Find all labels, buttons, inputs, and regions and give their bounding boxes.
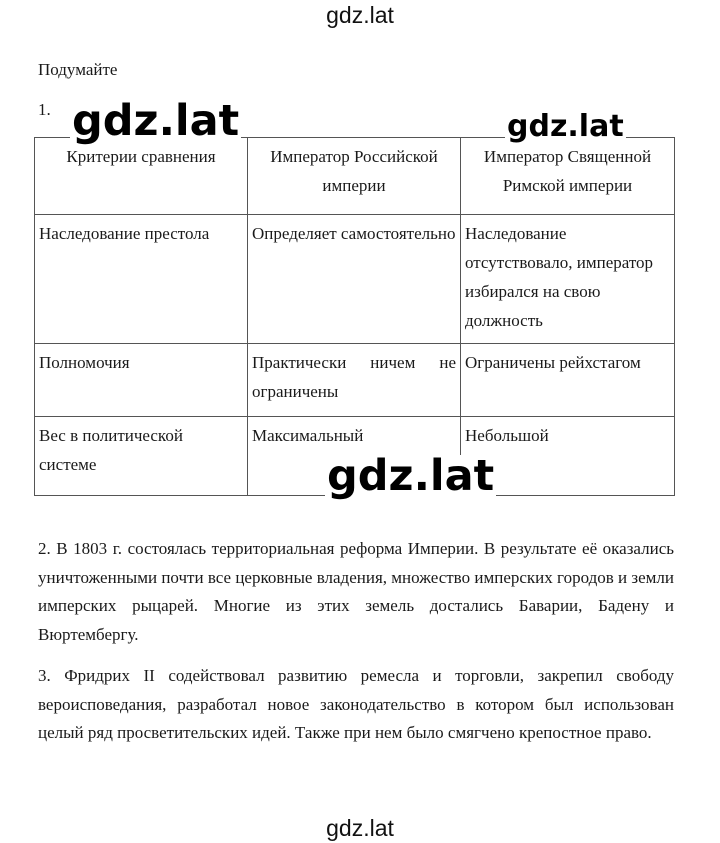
header-cell: Император Священной Римской империи [461,138,675,215]
table-cell: Небольшой [461,417,675,496]
task-number: 1. [38,100,51,119]
table-cell: Максимальный [248,417,461,496]
table-row [35,344,675,417]
table-cell: Определяет самостоятельно [248,215,461,344]
comparison-table [34,137,675,501]
watermark-bottom: gdz.lat [326,815,394,841]
watermark-overlay: gdz.lat [327,451,495,501]
table-cell: Наследование престола [35,215,248,344]
watermark-top: gdz.lat [326,2,394,28]
table-cell: Вес в политической системе [35,417,248,496]
table-cell: Практически ничем не ограничены [248,344,461,417]
paragraph-task-2: 2. В 1803 г. состоялась территориальная реформа Империи. В результате её оказались уничтоженными почти все церковные владения, множество имперских городов и земли имперских рыцарей. Многие из этих земель достались Баварии, Бадену и Вюртембергу. [38,539,674,644]
paragraph-task-3: 3. Фридрих II содействовал развитию ремесла и торговли, закрепил свободу вероисповедания, разработал новое законодательство в котором был использован целый ряд просветительских идей. Также при нем было смягчено крепостное право. [38,666,674,742]
table-cell: Ограничены рейхстагом [461,344,675,417]
header-cell: Император Российской империи [248,138,461,215]
table-cell: Наследование отсутствовало, император избирался на свою должность [461,215,675,344]
watermark-overlay: gdz.lat [507,109,624,144]
section-heading: Подумайте [38,60,118,79]
table-header-row [35,138,675,215]
watermark-overlay: gdz.lat [72,96,240,146]
table-row [35,215,675,344]
table-cell: Полномочия [35,344,248,417]
header-cell: Критерии сравнения [35,138,248,215]
